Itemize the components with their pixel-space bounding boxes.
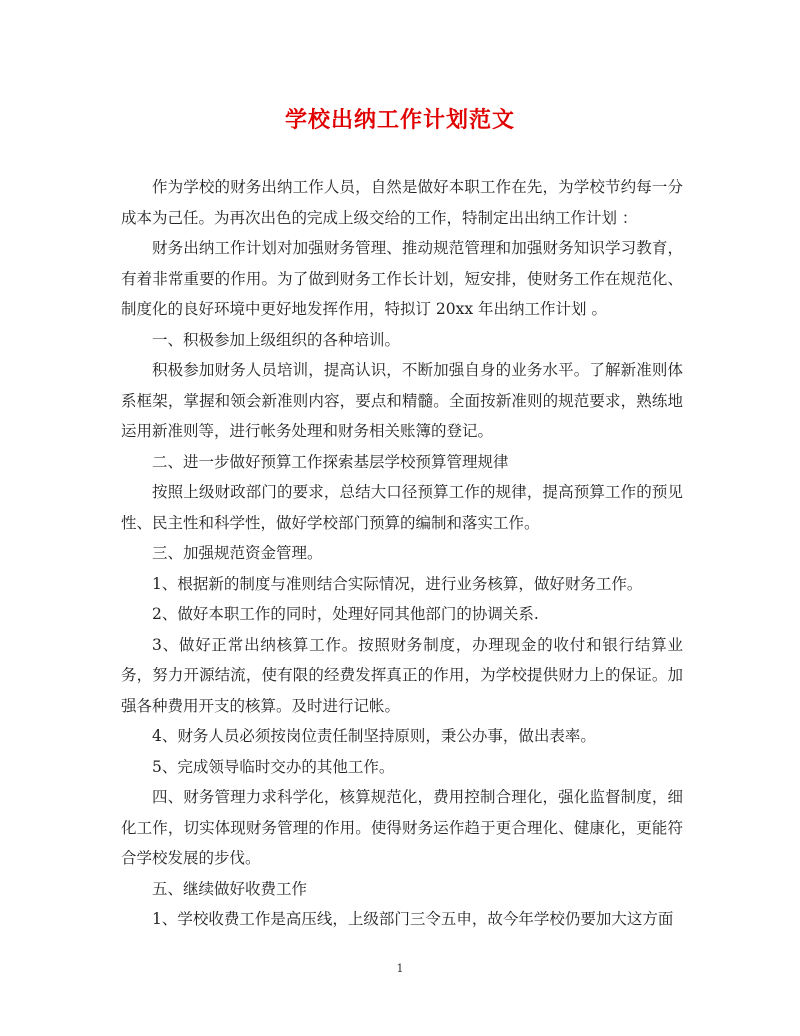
- section-heading: 三、加强规范资金管理。: [152, 544, 323, 562]
- list-item: 2、做好本职工作的同时，处理好同其他部门的协调关系.: [152, 605, 539, 623]
- document-title: 学校出纳工作计划范文: [284, 107, 515, 133]
- list-item: 1、根据新的制度与准则结合实际情况，进行业务核算，做好财务工作。: [152, 574, 643, 593]
- section-heading: 五、继续做好收费工作: [152, 879, 308, 898]
- section-heading: 二、进一步做好预算工作探索基层学校预算管理规律: [152, 452, 509, 471]
- section-heading: 一、积极参加上级组织的各种培训。: [152, 330, 401, 349]
- list-item: 1、学校收费工作是高压线，上级部门三令五申，故今年学校仍要加大这方面: [152, 910, 674, 928]
- list-item: 5、完成领导临时交办的其他工作。: [152, 757, 395, 776]
- list-item: 3、做好正常出纳核算工作。按照财务制度，办理现金的收付和银行结算业务，努力开源结流，使有限的经费发挥真正的作用，为学校提供财力上的保证。加强各种费用开支的核算。及时进行记帐。: [121, 635, 683, 715]
- document-body: [121, 172, 683, 935]
- paragraph: 四、财务管理力求科学化，核算规范化，费用控制合理化，强化监督制度，细化工作，切实体现财务管理的作用。使得财务运作趋于更合理化、健康化，更能符合学校发展的步伐。: [121, 788, 683, 867]
- paragraph: 按照上级财政部门的要求，总结大口径预算工作的规律，提高预算工作的预见性、民主性和科学性，做好学校部门预算的编制和落实工作。: [121, 483, 683, 532]
- paragraph: 财务出纳工作计划对加强财务管理、推动规范管理和加强财务知识学习教育，有着非常重要的作用。为了做到财务工作长计划，短安排，使财务工作在规范化、制度化的良好环境中更好地发挥作用，特拟订 20xx 年出纳工作计划 。: [121, 239, 683, 318]
- paragraph: 积极参加财务人员培训，提高认识，不断加强自身的业务水平。了解新准则体系框架，掌握和领会新准则内容，要点和精髓。全面按新准则的规范要求，熟练地运用新准则等，进行帐务处理和财务相关账簿的登记。: [121, 361, 683, 440]
- page-number: 1: [396, 962, 404, 975]
- paragraph: 作为学校的财务出纳工作人员，自然是做好本职工作在先，为学校节约每一分成本为己任。为再次出色的完成上级交给的工作，特制定出出纳工作计划 ：: [121, 178, 683, 227]
- list-item: 4、财务人员必须按岗位责任制坚持原则，秉公办事，做出表率。: [152, 727, 596, 745]
